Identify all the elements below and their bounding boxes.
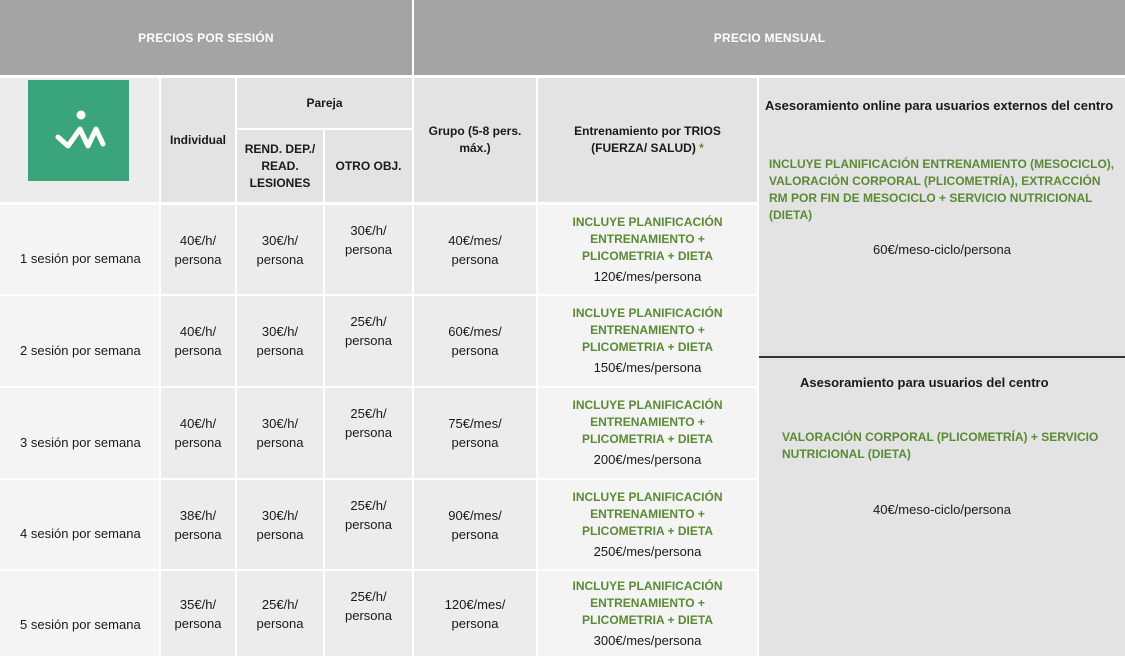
rend-price-line: persona (256, 343, 304, 358)
trios-include-line: INCLUYE PLANIFICACIÓN (572, 398, 723, 412)
row-1-otro-cell (325, 205, 412, 294)
otro-price-line: persona (345, 242, 392, 257)
individual-price-line: 38€/h/ (179, 507, 217, 523)
row-2-label-cell (0, 296, 159, 386)
individual-price-line: 40€/h/ (179, 324, 217, 339)
logo-cell (0, 78, 159, 202)
rend-price-line: persona (256, 435, 304, 450)
row-3-rend-cell (237, 388, 323, 478)
row-3-label-cell (0, 388, 159, 478)
row-2-rend-cell (237, 296, 323, 386)
col-rend-dep: REND. DEP./ READ. LESIONES (237, 130, 323, 202)
col-pareja: Pareja (237, 78, 412, 128)
row-5-trios-cell (538, 571, 757, 656)
row-2-individual-cell (161, 296, 235, 386)
row-label: 3 sesión por semana (20, 435, 141, 450)
trios-price: 150€/mes/persona (593, 360, 702, 375)
otro-price-line: 30€/h/ (350, 223, 387, 238)
row-5-label-cell (0, 571, 159, 656)
rend-price-line: 30€/h/ (261, 507, 299, 523)
trios-include-line: PLICOMETRIA + DIETA (581, 612, 713, 627)
online-panel (759, 78, 1125, 356)
trios-price: 200€/mes/persona (593, 452, 702, 467)
trios-include-line: INCLUYE PLANIFICACIÓN (572, 578, 723, 593)
centro-title: Asesoramiento para usuarios del centro (800, 375, 1049, 390)
row-3-otro-cell (325, 388, 412, 478)
rend-price-line: 30€/h/ (261, 324, 299, 339)
grupo-price-line: 40€/mes/ (448, 232, 502, 248)
online-title: Asesoramiento online para usuarios externos del centro (765, 98, 1114, 113)
header-monthly (414, 0, 1125, 75)
otro-price-line: 25€/h/ (350, 314, 387, 329)
row-label: 2 sesión por semana (20, 343, 141, 358)
row-1-trios-cell (538, 205, 757, 294)
row-1-grupo-cell (414, 205, 536, 294)
trios-include-line: PLICOMETRIA + DIETA (581, 432, 713, 446)
row-label: 1 sesión por semana (20, 251, 141, 266)
otro-price-line: 25€/h/ (350, 589, 387, 604)
row-4-trios-cell (538, 480, 757, 569)
row-5-rend-cell (237, 571, 323, 656)
individual-price-line: 40€/h/ (179, 232, 217, 248)
grupo-price-line: persona (451, 435, 499, 450)
trios-price: 120€/mes/persona (593, 268, 702, 284)
row-1-label-cell (0, 205, 159, 294)
col-individual: Individual (161, 78, 235, 202)
grupo-price-line: persona (451, 615, 499, 631)
row-2-trios-cell (538, 296, 757, 386)
logo (28, 80, 129, 181)
online-description: INCLUYE PLANIFICACIÓN ENTRENAMIENTO (MESOCICLO), VALORACIÓN CORPORAL (PLICOMETRÍA), EXTRACCIÓN RM POR FIN DE MESOCICLO + SERVICIO NUTRICIONAL (DIETA) (769, 157, 1115, 222)
trios-include-line: ENTRENAMIENTO + (590, 415, 705, 429)
otro-price-line: persona (345, 608, 392, 623)
rend-price-line: 25€/h/ (261, 596, 299, 612)
col-otro-obj: OTRO OBJ. (325, 130, 412, 202)
row-2-grupo-cell (414, 296, 536, 386)
individual-price-line: persona (174, 526, 222, 542)
row-3-individual-cell (161, 388, 235, 478)
rend-price-line: 30€/h/ (261, 232, 299, 248)
otro-price-line: 25€/h/ (350, 498, 387, 513)
grupo-price-line: 120€/mes/ (444, 596, 506, 612)
otro-price-line: persona (345, 517, 392, 532)
row-5-otro-cell (325, 571, 412, 656)
rend-price-line: persona (256, 615, 304, 631)
rend-price-line: persona (256, 251, 304, 267)
trios-price: 300€/mes/persona (593, 632, 702, 648)
row-2-otro-cell (325, 296, 412, 386)
row-5-grupo-cell (414, 571, 536, 656)
row-4-label-cell (0, 480, 159, 569)
trios-include-line: ENTRENAMIENTO + (590, 595, 705, 610)
rend-price-line: persona (256, 526, 304, 542)
trios-price: 250€/mes/persona (593, 543, 702, 559)
row-4-rend-cell (237, 480, 323, 569)
col-grupo: Grupo (5-8 pers. máx.) (414, 78, 536, 202)
trios-include-line: INCLUYE PLANIFICACIÓN (572, 214, 723, 229)
individual-price-line: persona (174, 435, 222, 450)
trios-include-line: PLICOMETRIA + DIETA (581, 340, 713, 354)
trios-include-line: ENTRENAMIENTO + (590, 323, 705, 337)
header-per-session-label: PRECIOS POR SESIÓN (138, 30, 274, 45)
rend-price-line: 30€/h/ (261, 416, 299, 431)
grupo-price-line: 60€/mes/ (448, 324, 502, 339)
header-monthly-label: PRECIO MENSUAL (713, 30, 826, 45)
individual-price-line: persona (174, 343, 222, 358)
otro-price-line: persona (345, 333, 392, 348)
trios-include-line: PLICOMETRIA + DIETA (581, 523, 713, 538)
row-5-individual-cell (161, 571, 235, 656)
row-3-trios-cell (538, 388, 757, 478)
individual-price-line: persona (174, 251, 222, 267)
centro-price: 40€/meso-ciclo/persona (872, 502, 1012, 517)
trios-include-line: PLICOMETRIA + DIETA (581, 248, 713, 263)
online-price: 60€/meso-ciclo/persona (872, 242, 1012, 257)
grupo-price-line: persona (451, 526, 499, 542)
col-trios: Entrenamiento por TRIOS (FUERZA/ SALUD) * (538, 78, 757, 202)
otro-price-line: persona (345, 425, 392, 440)
centro-description: VALORACIÓN CORPORAL (PLICOMETRÍA) + SERVICIO NUTRICIONAL (DIETA) (782, 430, 1099, 461)
row-4-otro-cell (325, 480, 412, 569)
row-4-grupo-cell (414, 480, 536, 569)
otro-price-line: 25€/h/ (350, 406, 387, 421)
grupo-price-line: persona (451, 343, 499, 358)
row-1-rend-cell (237, 205, 323, 294)
row-label: 4 sesión por semana (20, 526, 141, 541)
logo-icon (28, 80, 129, 181)
header-per-session (0, 0, 412, 75)
individual-price-line: 40€/h/ (179, 416, 217, 431)
grupo-price-line: 90€/mes/ (448, 507, 502, 523)
row-4-individual-cell (161, 480, 235, 569)
individual-price-line: 35€/h/ (179, 596, 217, 612)
row-1-individual-cell (161, 205, 235, 294)
trios-include-line: ENTRENAMIENTO + (590, 506, 705, 521)
trios-include-line: INCLUYE PLANIFICACIÓN (572, 489, 723, 504)
individual-price-line: persona (174, 615, 222, 631)
grupo-price-line: persona (451, 251, 499, 267)
centro-panel (759, 358, 1125, 656)
trios-include-line: INCLUYE PLANIFICACIÓN (572, 306, 723, 320)
row-3-grupo-cell (414, 388, 536, 478)
row-label: 5 sesión por semana (20, 617, 141, 632)
grupo-price-line: 75€/mes/ (448, 416, 502, 431)
trios-include-line: ENTRENAMIENTO + (590, 231, 705, 246)
